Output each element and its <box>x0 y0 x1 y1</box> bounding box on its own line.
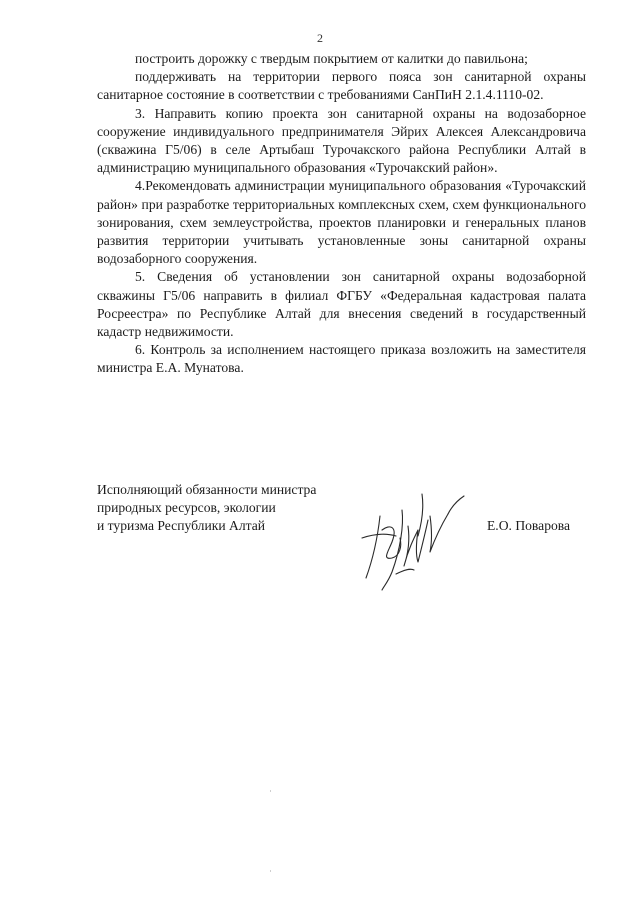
paragraph-item-4-recommend: 4.Рекомендовать администрации муниципального образования «Турочакский район» при разработке территориальных комплексных схем, схем функционального зонирования, схем землеустройства, проектов планировки и генеральных планов развития территории учитывать установленные зоны санитарной охраны водозаборного сооружения. <box>97 178 586 267</box>
paragraph-path-construction: построить дорожку с твердым покрытием от калитки до павильона; <box>135 51 528 66</box>
paragraph-item-3-send-copy: 3. Направить копию проекта зон санитарной охраны на водозаборное сооружение индивидуального предпринимателя Эйрих Алексея Александровича (скважина Г5/06) в селе Артыбаш Турочакского района Республики Алтай в администрацию муниципального образования «Турочакский район». <box>97 105 586 176</box>
signer-name: Е.О. Поварова <box>487 518 571 533</box>
position-line: и туризма Республики Алтай <box>97 518 266 534</box>
scan-speck <box>270 790 271 792</box>
position-line: Исполняющий обязанности министра <box>97 482 317 497</box>
paragraph-item-5-cadastre: 5. Сведения об установлении зон санитарной охраны водозаборной скважины Г5/06 направить в филиал ФГБУ «Федеральная кадастровая палата Росреестра» по Республике Алтай для внесения сведений в государственный кадастр недвижимости. <box>97 269 586 340</box>
paragraph-item-6-control: 6. Контроль за исполнением настоящего приказа возложить на заместителя министра Е.А. Мунатова. <box>97 342 586 376</box>
handwritten-signature <box>352 486 474 594</box>
page-number: 2 <box>317 31 323 45</box>
order-text <box>97 50 586 378</box>
position-line: природных ресурсов, экологии <box>97 500 276 516</box>
paragraph-sanitary-condition: поддерживать на территории первого пояса зон санитарной охраны санитарное состояние в соответствии с требованиями СанПиН 2.1.4.1110-02. <box>97 69 586 103</box>
signatory-position <box>97 481 357 536</box>
scan-speck <box>270 870 271 872</box>
